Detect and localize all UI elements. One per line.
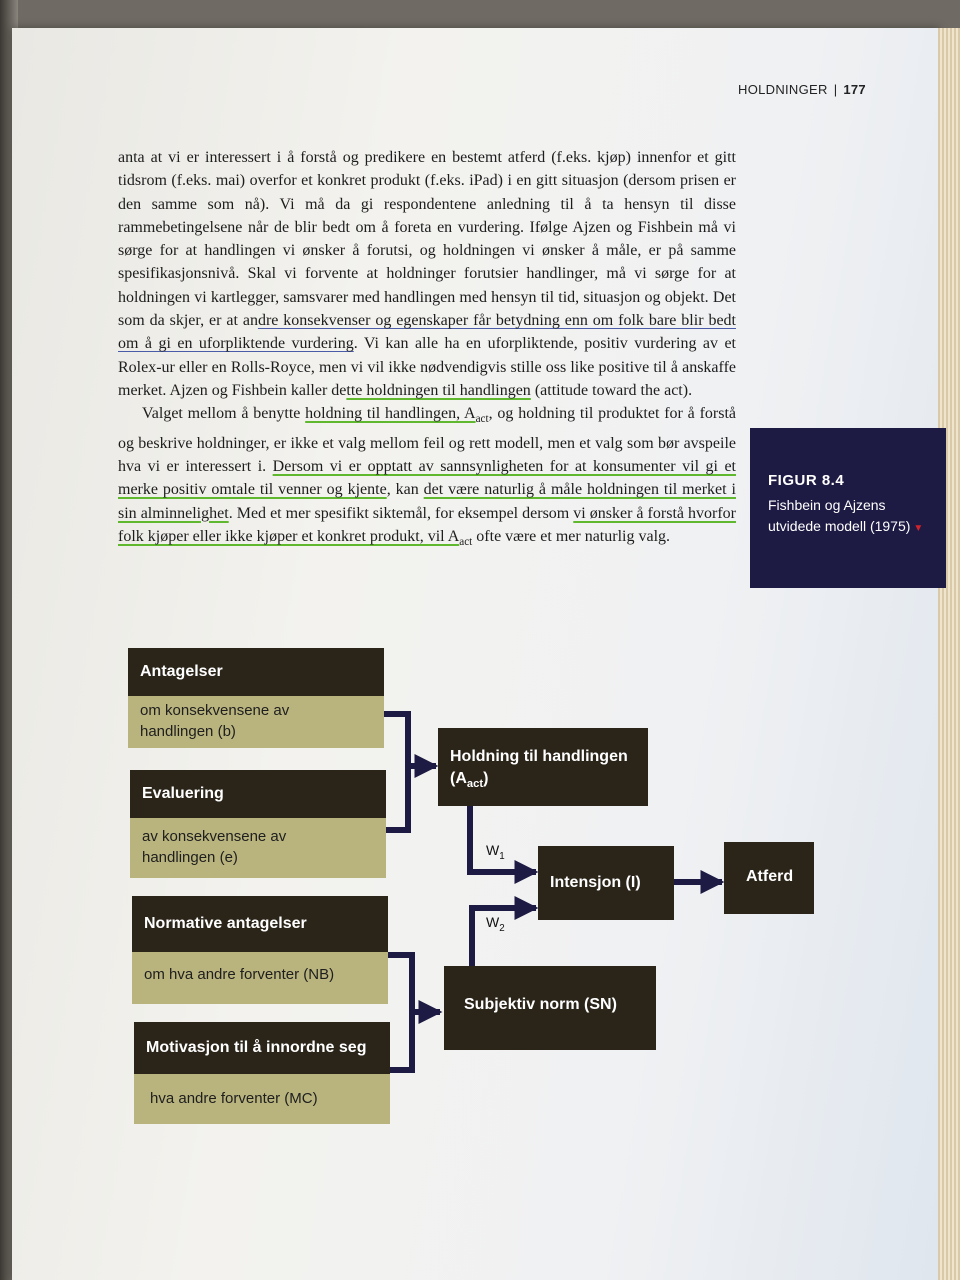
section-title: HOLDNINGER xyxy=(738,82,828,97)
green-highlight: Dersom vi er opptatt av sannsynligheten for at konsumenter vil gi et merke positiv omtale til venner og kjente xyxy=(118,458,737,499)
triangle-marker-icon: ▼ xyxy=(913,523,924,534)
header-separator: | xyxy=(833,82,838,97)
text-run: ofte være et mer naturlig valg. xyxy=(472,527,671,545)
text-run: (attitude toward the act). xyxy=(530,381,693,399)
figure-caption-box xyxy=(750,428,946,588)
box-title: Normative antagelser xyxy=(132,896,388,952)
text-run: . Med et mer spesifikt siktemål, for eksempel dersom xyxy=(228,504,574,522)
page-edges xyxy=(938,28,960,1280)
subscript: act xyxy=(475,413,489,426)
text-run: anta at vi er interessert i å forstå og predikere en bestemt atferd (f.eks. kjøp) innenfor et gitt tidsrom (f.eks. mai) overfor et konkret produkt (f.eks. iPad) i en gitt situasjon (dersom prisen er den samme som nå). Vi må da gi respondentene anledning til å ta hensyn til disse rammebetingelsene når de blir bedt om å foreta en vurdering. Ifølge Ajzen og Fishbein må vi sørge for at handlingen vi ønsker å forutsi, og holdningen vi ønsker å måle, er på samme spesifikasjonsnivå. Skal vi forvente at holdninger forutsier handlinger, må vi sørge for at holdningen vi kartlegger, samsvarer med handlingen med hensyn til tid, situasjon og objekt. Det som da skjer, er at an xyxy=(118,149,736,330)
text-run: , og holdning til produktet for å forstå og beskrive holdninger, er ikke et valg mellom feil og rett modell, men et valg som bør avspeile hva vi er interessert i. xyxy=(118,405,736,476)
box-motivasjon xyxy=(134,1022,390,1124)
subscript: 2 xyxy=(499,922,505,934)
box-title: Antagelser xyxy=(128,648,384,696)
text-run: , kan xyxy=(386,481,424,499)
box-evaluering xyxy=(130,770,386,878)
box-antagelser xyxy=(128,648,384,748)
box-body: om konsekvensene av handlingen (b) xyxy=(128,696,384,748)
paragraph-2 xyxy=(118,402,736,554)
caption-text: Fishbein og Ajzens utvidede modell (1975) xyxy=(768,497,911,534)
box-holdning xyxy=(438,728,648,806)
page-number: 177 xyxy=(843,82,866,97)
subscript: act xyxy=(459,536,473,549)
box-subjektiv-norm: Subjektiv norm (SN) xyxy=(444,966,656,1050)
body-text xyxy=(118,146,736,554)
box-body: av konsekvensene av handlingen (e) xyxy=(130,818,386,878)
subscript: 1 xyxy=(499,850,505,862)
text-run: (A xyxy=(450,770,467,787)
green-highlight: tte holdningen til handlingen xyxy=(346,381,531,399)
green-highlight xyxy=(305,405,489,426)
holdning-line2 xyxy=(450,768,636,795)
box-title: Motivasjon til å innordne seg xyxy=(134,1022,390,1074)
figure-caption xyxy=(768,495,930,539)
box-atferd: Atferd xyxy=(724,842,814,914)
box-body: hva andre forventer (MC) xyxy=(134,1074,390,1124)
text-run: vi ønsker å forstå hvorfor folk kjøper eller ikke kjøper et konkret produkt, vil A xyxy=(118,504,737,545)
blue-underline: dre konsekvenser og egenskaper får betydning enn om folk bare blir bedt om å gi en uforpliktende vurdering xyxy=(118,312,737,353)
running-header xyxy=(738,82,866,97)
subscript: act xyxy=(466,778,484,791)
box-intensjon: Intensjon (I) xyxy=(538,846,674,920)
box-body: om hva andre forventer (NB) xyxy=(132,952,388,1004)
text-run: Valget mellom å benytte xyxy=(142,405,306,423)
box-title: Evaluering xyxy=(130,770,386,818)
text-run: W xyxy=(486,842,500,858)
text-run: holdning til handlingen, A xyxy=(305,405,476,423)
weight-w1 xyxy=(486,842,505,862)
box-normative xyxy=(132,896,388,1004)
holdning-line1: Holdning til handlingen xyxy=(450,748,628,765)
weight-w2 xyxy=(486,914,505,934)
text-run: ) xyxy=(483,770,489,787)
paragraph-1 xyxy=(118,146,736,402)
text-run: . Vi kan alle ha en uforpliktende, positiv vurdering av et Rolex-ur eller en Rolls-Royce, men vi vil ikke nødvendigvis stille oss like positive til å anskaffe merket. Ajzen og Fishbein kaller de xyxy=(118,335,736,399)
green-highlight: det være naturlig å måle holdningen til merket i sin alminnelighet xyxy=(118,481,736,522)
text-run: W xyxy=(486,914,500,930)
figure-label: FIGUR 8.4 xyxy=(768,472,845,489)
